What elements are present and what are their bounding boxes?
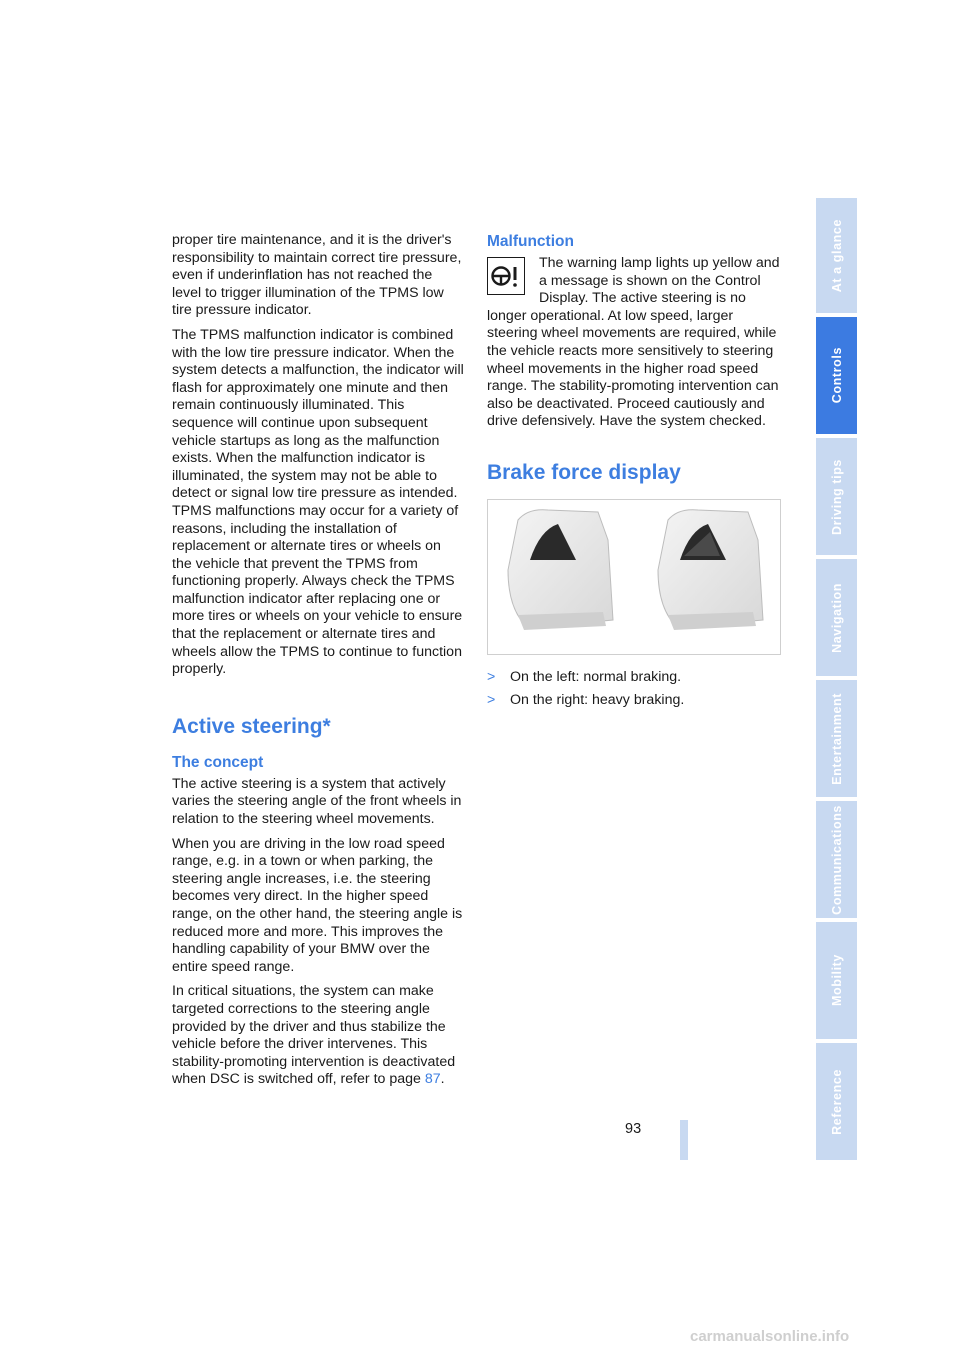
tab-driving-tips[interactable]: Driving tips	[816, 438, 857, 555]
paragraph: When you are driving in the low road speed range, e.g. in a town or when parking, the steering angle increases, i.e. the steering becomes very direct. In the higher speed range, on the other hand, the steering angle is reduced more and more. This improves the handling capability of your BMW over the entire speed range.	[172, 835, 463, 975]
paragraph: proper tire maintenance, and it is the driver's responsibility to maintain correct tire pressure, even if underinflation has not reached the level to trigger illumination of the TPMS low tire pressure indicator.	[172, 232, 462, 319]
bullet-marker: >	[487, 668, 496, 685]
chapter-sidebar	[816, 198, 857, 1160]
paragraph	[172, 983, 464, 1089]
page-link-87[interactable]: 87	[424, 1071, 441, 1088]
tab-reference[interactable]: Reference	[816, 1043, 857, 1160]
list-item	[487, 669, 781, 687]
paragraph-end: .	[440, 1071, 445, 1088]
paragraph-text: In critical situations, the system can make targeted corrections to the steering angle provided by the driver and thus stabilize the vehicle before the driver intervenes. This stability-promoting intervention is deactivated when DSC is switched off, refer to page	[172, 983, 456, 1088]
watermark: carmanualsonline.info	[690, 1328, 850, 1345]
list-item	[487, 692, 781, 710]
tab-communications[interactable]: Communications	[816, 801, 857, 918]
heading-brake-force-display: Brake force display	[487, 460, 681, 484]
tab-at-a-glance[interactable]: At a glance	[816, 198, 857, 313]
page-number: 93	[625, 1121, 642, 1137]
car-rear-heavy-braking	[658, 510, 763, 630]
page-number-bar	[680, 1120, 688, 1160]
right-column	[487, 232, 781, 714]
tab-mobility[interactable]: Mobility	[816, 922, 857, 1039]
tab-controls[interactable]: Controls	[816, 317, 857, 434]
car-rear-normal-braking	[508, 510, 613, 630]
bullet-text: On the right: heavy braking.	[510, 691, 685, 708]
paragraph: The TPMS malfunction indicator is combined with the low tire pressure indicator. When the system detects a malfunction, the indicator will flash for approximately one minute and then remain continuously illuminated. This sequence will continue upon subsequent vehicle startups as long as the malfunction exists. When the malfunction indicator is illuminated, the system may not be able to detect or signal low tire pressure as intended. TPMS malfunctions may occur for a variety of reasons, including the installation of replacement or alternate tires or wheels on the vehicle that prevent the TPMS from functioning properly. Always check the TPMS malfunction indicator after replacing one or more tires or wheels on your vehicle to ensure that the replacement or alternate tires and wheels allow the TPMS to continue to function properly.	[172, 326, 464, 678]
paragraph: The warning lamp lights up yellow and a message is shown on the Control Display. The active steering is no longer operational. At low speed, larger steering wheel movements are required, while the vehicle reacts more sensitively to steering wheel movements in the higher road speed range. The stability-promoting intervention can also be deactivated. Proceed cautiously and drive defensively. Have the system checked.	[487, 255, 780, 430]
active-steering-warning-icon	[487, 257, 525, 295]
brake-force-illustration	[487, 499, 781, 655]
paragraph: The active steering is a system that actively varies the steering angle of the front wheels in relation to the steering wheel movements.	[172, 775, 462, 828]
left-column	[172, 232, 464, 1096]
heading-malfunction: Malfunction	[487, 233, 574, 250]
bullet-marker: >	[487, 691, 496, 708]
tab-navigation[interactable]: Navigation	[816, 559, 857, 676]
heading-active-steering: Active steering*	[172, 714, 331, 738]
tab-entertainment[interactable]: Entertainment	[816, 680, 857, 797]
bullet-text: On the left: normal braking.	[510, 668, 682, 685]
heading-concept: The concept	[172, 753, 264, 771]
